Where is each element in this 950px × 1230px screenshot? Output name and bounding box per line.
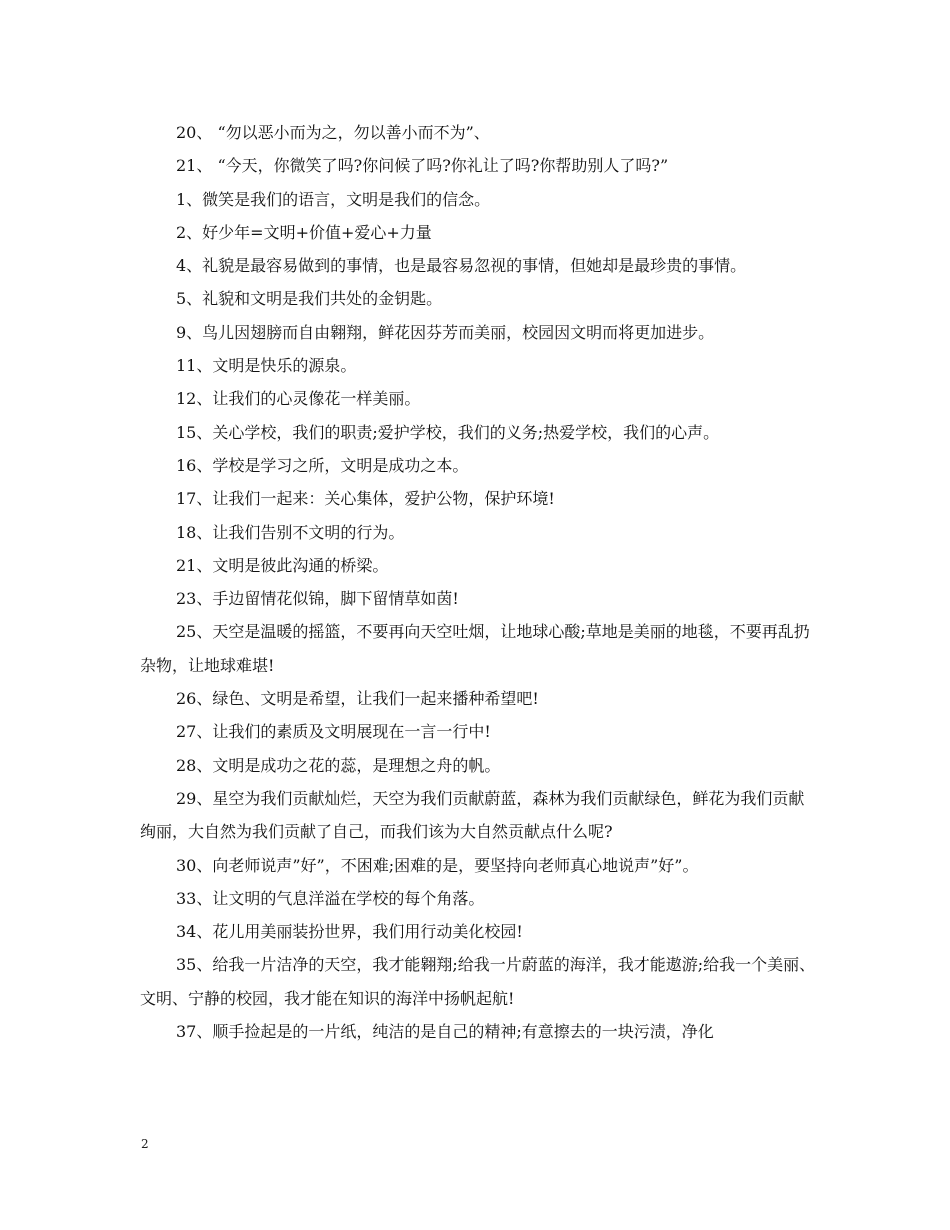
paragraph: 23、手边留情花似锦，脚下留情草如茵!: [176, 589, 459, 609]
paragraph: 27、让我们的素质及文明展现在一言一行中!: [176, 722, 491, 742]
paragraph: 4、礼貌是最容易做到的事情，也是最容易忽视的事情，但她却是最珍贵的事情。: [176, 256, 747, 276]
paragraph: 21、 “今天，你微笑了吗?你问候了吗?你礼让了吗?你帮助别人了吗?”: [176, 156, 669, 176]
paragraph: 30、向老师说声”好”，不困难;困难的是，要坚持向老师真心地说声”好”。: [176, 855, 699, 875]
paragraph: 37、顺手捡起是的一片纸，纯洁的是自己的精神;有意擦去的一块污渍，净化: [176, 1022, 714, 1042]
paragraph: 26、绿色、文明是希望，让我们一起来播种希望吧!: [176, 689, 539, 709]
paragraph: 25、天空是温暖的摇篮，不要再向天空吐烟，让地球心酸;草地是美丽的地毯，不要再乱扔杂物，让地球难堪!: [140, 622, 810, 675]
paragraph: 2、好少年=文明+价值+爱心+力量: [176, 222, 432, 242]
page-number: 2: [141, 1137, 149, 1151]
paragraph: 5、礼貌和文明是我们共处的金钥匙。: [176, 289, 443, 309]
paragraph: 35、给我一片洁净的天空，我才能翱翔;给我一片蔚蓝的海洋，我才能遨游;给我一个美丽、文明、宁静的校园，我才能在知识的海洋中扬帆起航!: [140, 955, 816, 1008]
paragraph: 18、让我们告别不文明的行为。: [176, 522, 405, 542]
paragraph: 28、文明是成功之花的蕊，是理想之舟的帆。: [176, 755, 501, 775]
document-body: [140, 116, 820, 1048]
paragraph: 17、让我们一起来：关心集体，爱护公物，保护环境!: [176, 489, 555, 509]
paragraph: 29、星空为我们贡献灿烂，天空为我们贡献蔚蓝，森林为我们贡献绿色，鲜花为我们贡献绚丽，大自然为我们贡献了自己，而我们该为大自然贡献点什么呢?: [140, 788, 805, 842]
paragraph: 12、让我们的心灵像花一样美丽。: [176, 389, 421, 409]
paragraph: 21、文明是彼此沟通的桥梁。: [176, 555, 389, 575]
paragraph: 34、花儿用美丽装扮世界，我们用行动美化校园!: [176, 922, 523, 942]
paragraph: 1、微笑是我们的语言，文明是我们的信念。: [176, 189, 491, 209]
paragraph: 15、关心学校，我们的职责;爱护学校，我们的义务;热爱学校，我们的心声。: [176, 422, 720, 442]
paragraph: 11、文明是快乐的源泉。: [176, 356, 357, 376]
paragraph: 20、 “勿以恶小而为之，勿以善小而不为”、: [176, 123, 490, 142]
paragraph: 9、鸟儿因翅膀而自由翱翔，鲜花因芬芳而美丽，校园因文明而将更加进步。: [176, 322, 715, 342]
paragraph: 33、让文明的气息洋溢在学校的每个角落。: [176, 888, 485, 908]
paragraph: 16、学校是学习之所，文明是成功之本。: [176, 455, 469, 475]
